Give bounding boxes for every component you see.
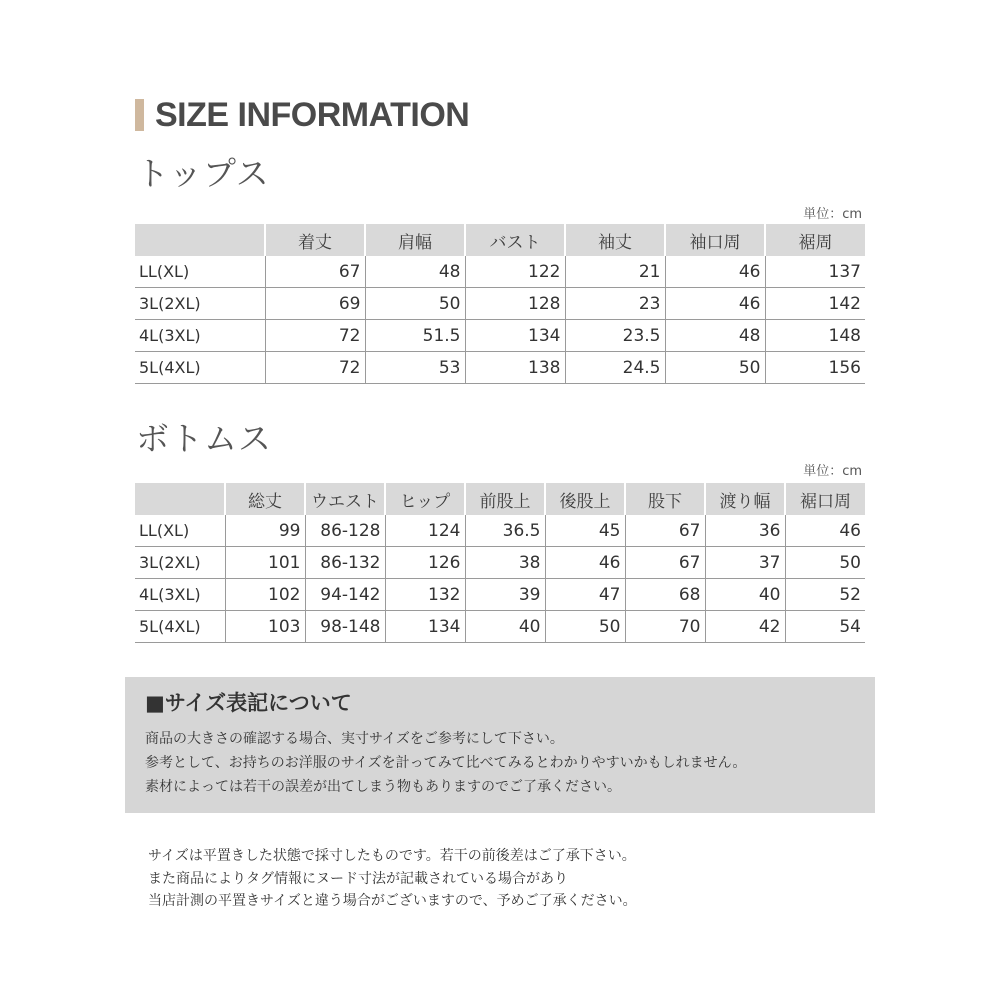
table-cell: 67 [625, 547, 705, 579]
page-heading [135, 92, 469, 138]
measurement-note-line: また商品によりタグ情報にヌード寸法が記載されている場合があり [148, 870, 568, 887]
bottoms-header-row [135, 483, 865, 515]
table-cell: 132 [385, 579, 465, 611]
tops-header-cell: 袖丈 [565, 224, 665, 256]
bottoms-section-title: ボトムス [136, 419, 272, 458]
table-cell: 98-148 [305, 611, 385, 643]
table-cell: 148 [765, 320, 865, 352]
table-cell: 72 [265, 320, 365, 352]
bottoms-header-cell: 渡り幅 [705, 483, 785, 515]
table-row [135, 320, 865, 352]
tops-header-cell: 着丈 [265, 224, 365, 256]
table-cell: 138 [465, 352, 565, 384]
table-cell: 23 [565, 288, 665, 320]
size-label: LL(XL) [135, 256, 265, 288]
table-cell: 47 [545, 579, 625, 611]
table-cell: 134 [465, 320, 565, 352]
table-cell: 48 [665, 320, 765, 352]
table-cell: 54 [785, 611, 865, 643]
table-cell: 45 [545, 515, 625, 547]
table-row [135, 579, 865, 611]
bottoms-header-cell: ウエスト [305, 483, 385, 515]
tops-section-title: トップス [136, 154, 270, 193]
size-note-line: 商品の大きさの確認する場合、実寸サイズをご参考にして下さい。 [145, 731, 564, 747]
table-cell: 134 [385, 611, 465, 643]
page-title: SIZE INFORMATION [155, 95, 470, 134]
table-cell: 36.5 [465, 515, 545, 547]
table-row [135, 256, 865, 288]
table-row [135, 515, 865, 547]
table-cell: 40 [465, 611, 545, 643]
bottoms-size-table [135, 483, 865, 643]
table-row [135, 547, 865, 579]
table-cell: 21 [565, 256, 665, 288]
table-cell: 36 [705, 515, 785, 547]
bottoms-header-cell: 前股上 [465, 483, 545, 515]
measurement-note-line: 当店計測の平置きサイズと違う場合がございますので、予めご了承ください。 [148, 893, 637, 909]
measurement-note-line: サイズは平置きした状態で採寸したものです。若干の前後差はご了承下さい。 [148, 848, 636, 864]
table-cell: 102 [225, 579, 305, 611]
table-cell: 142 [765, 288, 865, 320]
table-cell: 94-142 [305, 579, 385, 611]
size-note-text [145, 727, 746, 799]
table-cell: 50 [365, 288, 465, 320]
table-cell: 122 [465, 256, 565, 288]
table-cell: 53 [365, 352, 465, 384]
table-row [135, 352, 865, 384]
tops-header-cell [135, 224, 265, 256]
table-cell: 39 [465, 579, 545, 611]
table-cell: 68 [625, 579, 705, 611]
table-cell: 48 [365, 256, 465, 288]
table-cell: 50 [665, 352, 765, 384]
bottoms-header-cell: 裾口周 [785, 483, 865, 515]
table-cell: 128 [465, 288, 565, 320]
table-cell: 86-128 [305, 515, 385, 547]
table-cell: 51.5 [365, 320, 465, 352]
tops-unit-label: 単位：cm [803, 207, 862, 222]
table-cell: 101 [225, 547, 305, 579]
table-cell: 46 [785, 515, 865, 547]
tops-size-table [135, 224, 865, 384]
table-cell: 124 [385, 515, 465, 547]
table-cell: 23.5 [565, 320, 665, 352]
table-cell: 46 [545, 547, 625, 579]
table-cell: 37 [705, 547, 785, 579]
bottoms-header-cell: ヒップ [385, 483, 465, 515]
table-cell: 137 [765, 256, 865, 288]
table-cell: 50 [785, 547, 865, 579]
bottoms-header-cell: 総丈 [225, 483, 305, 515]
size-label: 4L(3XL) [135, 579, 225, 611]
table-row [135, 611, 865, 643]
tops-header-cell: 肩幅 [365, 224, 465, 256]
table-cell: 67 [265, 256, 365, 288]
table-cell: 69 [265, 288, 365, 320]
size-note-line: 参考として、お持ちのお洋服のサイズを計ってみて比べてみるとわかりやすいかもしれません。 [145, 755, 747, 771]
table-cell: 50 [545, 611, 625, 643]
table-cell: 24.5 [565, 352, 665, 384]
size-label: LL(XL) [135, 515, 225, 547]
tops-header-cell: 裾周 [765, 224, 865, 256]
table-cell: 46 [665, 288, 765, 320]
bottoms-header-cell: 後股上 [545, 483, 625, 515]
table-cell: 40 [705, 579, 785, 611]
measurement-note [148, 845, 637, 913]
table-cell: 42 [705, 611, 785, 643]
table-cell: 86-132 [305, 547, 385, 579]
size-label: 5L(4XL) [135, 352, 265, 384]
table-cell: 38 [465, 547, 545, 579]
bottoms-header-cell [135, 483, 225, 515]
table-cell: 67 [625, 515, 705, 547]
bottoms-unit-label: 単位：cm [803, 464, 862, 479]
table-cell: 52 [785, 579, 865, 611]
table-cell: 103 [225, 611, 305, 643]
table-cell: 70 [625, 611, 705, 643]
size-label: 4L(3XL) [135, 320, 265, 352]
size-note-box [125, 677, 875, 813]
size-label: 5L(4XL) [135, 611, 225, 643]
size-note-title: ■サイズ表記について [145, 691, 352, 715]
table-cell: 72 [265, 352, 365, 384]
table-row [135, 288, 865, 320]
size-label: 3L(2XL) [135, 288, 265, 320]
bottoms-header-cell: 股下 [625, 483, 705, 515]
table-cell: 156 [765, 352, 865, 384]
heading-accent-bar [135, 99, 144, 131]
table-cell: 46 [665, 256, 765, 288]
size-label: 3L(2XL) [135, 547, 225, 579]
size-note-line: 素材によっては若干の誤差が出てしまう物もありますのでご了承ください。 [145, 779, 621, 795]
table-cell: 126 [385, 547, 465, 579]
tops-header-cell: 袖口周 [665, 224, 765, 256]
tops-header-row [135, 224, 865, 256]
table-cell: 99 [225, 515, 305, 547]
tops-header-cell: バスト [465, 224, 565, 256]
